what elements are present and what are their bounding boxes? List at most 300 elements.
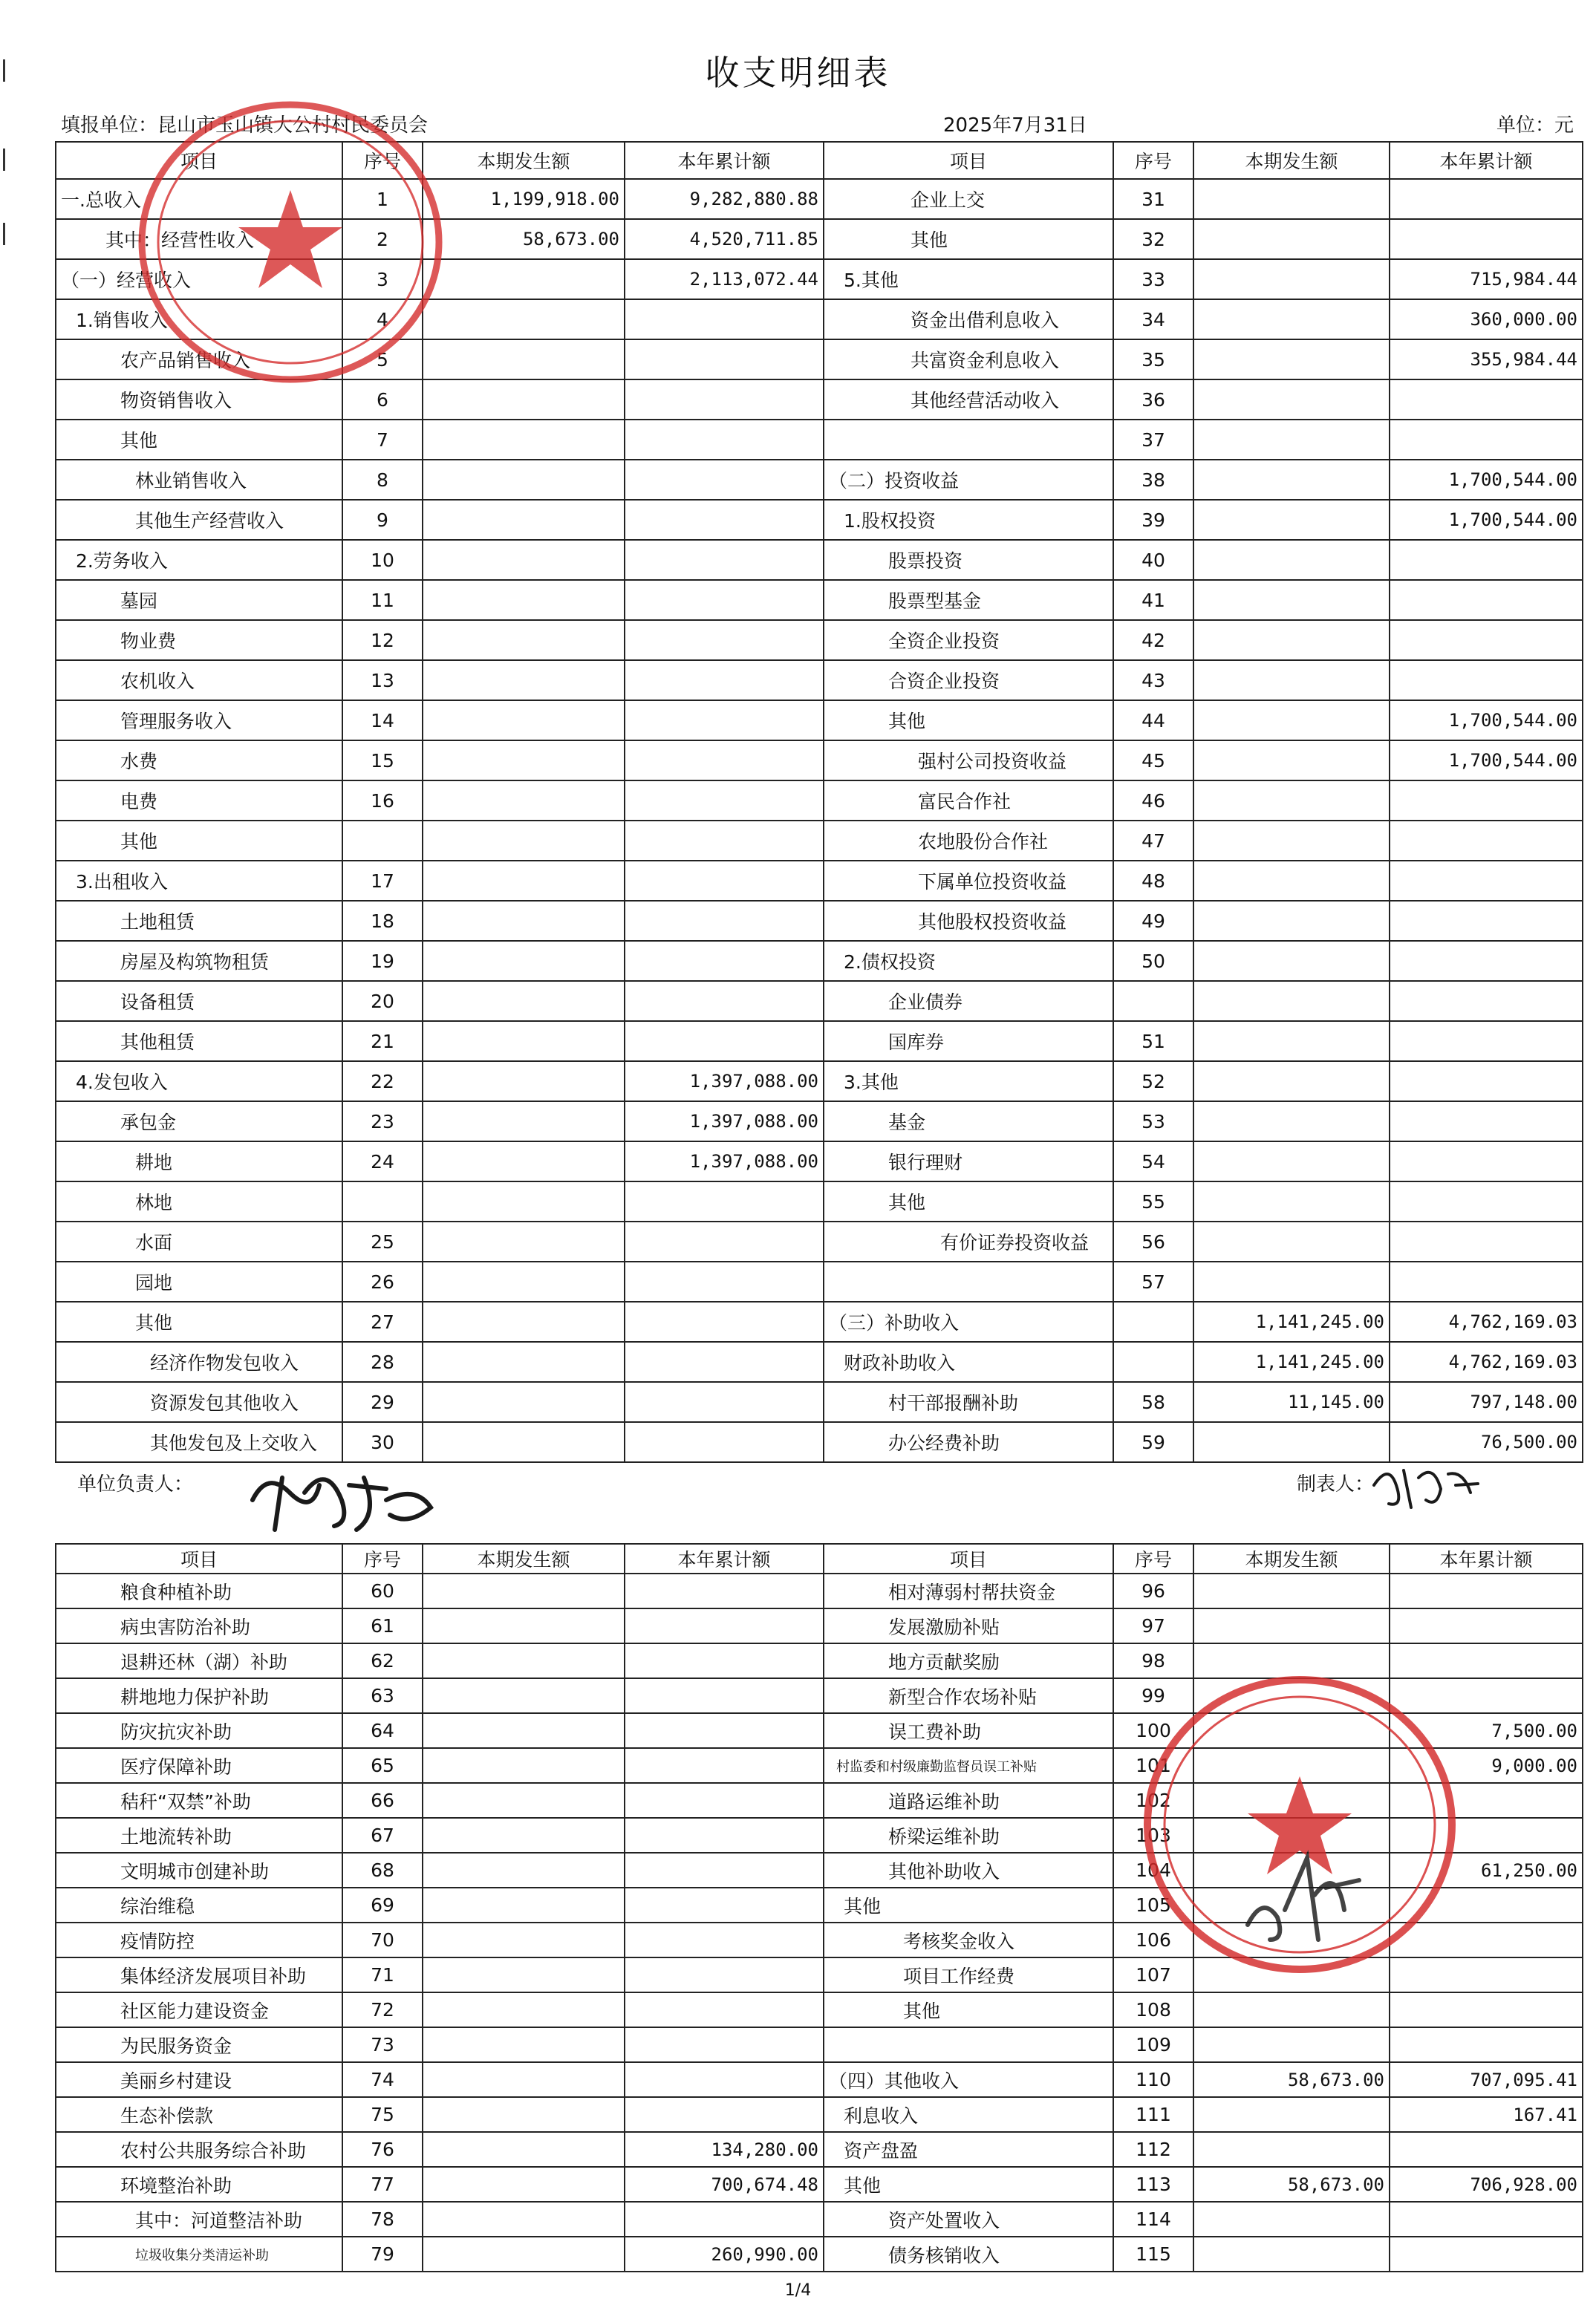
period-amount-right <box>1193 1222 1390 1262</box>
ytd-amount-right: 706,928.00 <box>1390 2167 1583 2202</box>
table-row <box>56 1382 1583 1422</box>
seq-left: 62 <box>342 1643 423 1678</box>
ytd-amount-left <box>625 1992 824 2027</box>
ytd-amount-left <box>625 821 824 861</box>
seq-left: 6 <box>342 379 423 420</box>
seq-right: 107 <box>1113 1957 1193 1992</box>
table-row <box>56 700 1583 740</box>
seq-left: 18 <box>342 901 423 941</box>
reporting-unit: 填报单位：昆山市玉山镇大公村村民委员会 <box>61 114 429 137</box>
table-row <box>56 2167 1583 2202</box>
item-left: 墓园 <box>56 580 342 620</box>
ytd-amount-left <box>625 339 824 379</box>
seq-right: 111 <box>1113 2097 1193 2132</box>
ytd-amount-right: 61,250.00 <box>1390 1853 1583 1888</box>
period-amount-left <box>423 1262 625 1302</box>
item-left: 退耕还林（湖）补助 <box>56 1643 342 1678</box>
item-right: 其他 <box>824 2167 1113 2202</box>
table-row <box>56 620 1583 660</box>
period-amount-left <box>423 861 625 901</box>
ytd-amount-left <box>625 2202 824 2237</box>
period-amount-left <box>423 1888 625 1923</box>
seq-left: 20 <box>342 981 423 1021</box>
col-header: 序号 <box>1113 142 1193 179</box>
item-right: 全资企业投资 <box>824 620 1113 660</box>
seq-right: 101 <box>1113 1748 1193 1783</box>
ytd-amount-left <box>625 1574 824 1608</box>
item-right: 其他 <box>824 1992 1113 2027</box>
ytd-amount-left: 9,282,880.88 <box>625 179 824 219</box>
ytd-amount-right <box>1390 2027 1583 2062</box>
ytd-amount-left: 2,113,072.44 <box>625 259 824 299</box>
period-amount-left <box>423 1818 625 1853</box>
table-row <box>56 981 1583 1021</box>
period-amount-right: 1,141,245.00 <box>1193 1342 1390 1382</box>
seq-left: 60 <box>342 1574 423 1608</box>
item-left: （一）经营收入 <box>56 259 342 299</box>
ytd-amount-right <box>1390 941 1583 981</box>
item-right: 利息收入 <box>824 2097 1113 2132</box>
period-amount-right <box>1193 2027 1390 2062</box>
item-left: 设备租赁 <box>56 981 342 1021</box>
ytd-amount-right: 4,762,169.03 <box>1390 1342 1583 1382</box>
ytd-amount-right: 9,000.00 <box>1390 1748 1583 1783</box>
ytd-amount-left <box>625 1422 824 1462</box>
ytd-amount-left <box>625 379 824 420</box>
period-amount-left <box>423 2062 625 2097</box>
seq-left <box>342 821 423 861</box>
period-amount-left <box>423 700 625 740</box>
leader-signature <box>238 1455 446 1537</box>
item-right: 地方贡献奖励 <box>824 1643 1113 1678</box>
seq-right: 98 <box>1113 1643 1193 1678</box>
table-row <box>56 1021 1583 1061</box>
col-header: 本期发生额 <box>423 142 625 179</box>
seq-right: 52 <box>1113 1061 1193 1101</box>
table-row <box>56 1574 1583 1608</box>
item-left: 医疗保障补助 <box>56 1748 342 1783</box>
seq-right: 102 <box>1113 1783 1193 1818</box>
ytd-amount-left: 700,674.48 <box>625 2167 824 2202</box>
ytd-amount-right: 1,700,544.00 <box>1390 500 1583 540</box>
item-left: 其中：经营性收入 <box>56 219 342 259</box>
table-row <box>56 740 1583 780</box>
period-amount-right <box>1193 1608 1390 1643</box>
item-left: 社区能力建设资金 <box>56 1992 342 2027</box>
ytd-amount-left <box>625 941 824 981</box>
seq-right: 53 <box>1113 1101 1193 1141</box>
item-left: 水费 <box>56 740 342 780</box>
seq-left: 27 <box>342 1302 423 1342</box>
ytd-amount-right <box>1390 780 1583 821</box>
period-amount-right <box>1193 620 1390 660</box>
ytd-amount-left <box>625 2027 824 2062</box>
period-amount-left <box>423 740 625 780</box>
item-left: 环境整治补助 <box>56 2167 342 2202</box>
period-amount-left <box>423 620 625 660</box>
item-left: 秸秆“双禁”补助 <box>56 1783 342 1818</box>
seq-left: 74 <box>342 2062 423 2097</box>
seq-right: 32 <box>1113 219 1193 259</box>
seq-left <box>342 1181 423 1222</box>
ytd-amount-right: 76,500.00 <box>1390 1422 1583 1462</box>
table-row <box>56 1141 1583 1181</box>
period-amount-left <box>423 981 625 1021</box>
col-header: 本期发生额 <box>1193 1544 1390 1574</box>
item-left: 林地 <box>56 1181 342 1222</box>
seq-right: 114 <box>1113 2202 1193 2237</box>
item-left: 疫情防控 <box>56 1923 342 1957</box>
table-row <box>56 2202 1583 2237</box>
seq-left: 8 <box>342 460 423 500</box>
seq-left: 17 <box>342 861 423 901</box>
ytd-amount-left: 1,397,088.00 <box>625 1141 824 1181</box>
item-right: 企业债券 <box>824 981 1113 1021</box>
ytd-amount-right: 1,700,544.00 <box>1390 700 1583 740</box>
table-row <box>56 1101 1583 1141</box>
item-left: 其他 <box>56 420 342 460</box>
item-right: 桥梁运维补助 <box>824 1818 1113 1853</box>
maker-signature <box>1367 1455 1485 1515</box>
item-right: 农地股份合作社 <box>824 821 1113 861</box>
seq-right: 115 <box>1113 2237 1193 2272</box>
col-header: 本期发生额 <box>1193 142 1390 179</box>
period-amount-right: 1,141,245.00 <box>1193 1302 1390 1342</box>
item-left: 其他发包及上交收入 <box>56 1422 342 1462</box>
period-amount-left <box>423 1678 625 1713</box>
period-amount-right <box>1193 219 1390 259</box>
item-left: 生态补偿款 <box>56 2097 342 2132</box>
seq-right: 50 <box>1113 941 1193 981</box>
ytd-amount-left <box>625 1957 824 1992</box>
period-amount-right <box>1193 1574 1390 1608</box>
ytd-amount-right <box>1390 1101 1583 1141</box>
period-amount-left <box>423 1992 625 2027</box>
period-amount-right <box>1193 179 1390 219</box>
col-header: 项目 <box>824 142 1113 179</box>
seq-right: 48 <box>1113 861 1193 901</box>
seq-right: 49 <box>1113 901 1193 941</box>
ytd-amount-right: 7,500.00 <box>1390 1713 1583 1748</box>
period-amount-left <box>423 941 625 981</box>
item-left: 其中：河道整洁补助 <box>56 2202 342 2237</box>
seq-left: 12 <box>342 620 423 660</box>
seq-right: 46 <box>1113 780 1193 821</box>
period-amount-left <box>423 1101 625 1141</box>
period-amount-left <box>423 1643 625 1678</box>
table-row <box>56 1342 1583 1382</box>
period-amount-right: 58,673.00 <box>1193 2167 1390 2202</box>
table-row <box>56 2132 1583 2167</box>
item-left: 资源发包其他收入 <box>56 1382 342 1422</box>
ytd-amount-left <box>625 1888 824 1923</box>
table-row <box>56 1992 1583 2027</box>
period-amount-right <box>1193 259 1390 299</box>
seq-right: 56 <box>1113 1222 1193 1262</box>
ytd-amount-left <box>625 1608 824 1643</box>
seq-left: 77 <box>342 2167 423 2202</box>
seq-right: 54 <box>1113 1141 1193 1181</box>
ytd-amount-left <box>625 299 824 339</box>
ytd-amount-left <box>625 1643 824 1678</box>
item-left: 电费 <box>56 780 342 821</box>
period-amount-left <box>423 1141 625 1181</box>
item-left: 病虫害防治补助 <box>56 1608 342 1643</box>
period-amount-right <box>1193 379 1390 420</box>
period-amount-left <box>423 1342 625 1382</box>
seq-right: 33 <box>1113 259 1193 299</box>
seq-left: 67 <box>342 1818 423 1853</box>
period-amount-left <box>423 821 625 861</box>
seq-left: 73 <box>342 2027 423 2062</box>
period-amount-right: 58,673.00 <box>1193 2062 1390 2097</box>
ytd-amount-left: 134,280.00 <box>625 2132 824 2167</box>
seq-right: 113 <box>1113 2167 1193 2202</box>
period-amount-left <box>423 580 625 620</box>
period-amount-right <box>1193 941 1390 981</box>
period-amount-left <box>423 1422 625 1462</box>
seq-left: 72 <box>342 1992 423 2027</box>
item-left: 粮食种植补助 <box>56 1574 342 1608</box>
item-right: 村干部报酬补助 <box>824 1382 1113 1422</box>
table-row <box>56 821 1583 861</box>
seq-right: 36 <box>1113 379 1193 420</box>
period-amount-left <box>423 1382 625 1422</box>
ytd-amount-left <box>625 2062 824 2097</box>
seq-right: 59 <box>1113 1422 1193 1462</box>
seq-left: 70 <box>342 1923 423 1957</box>
table-row <box>56 1222 1583 1262</box>
item-left: 农村公共服务综合补助 <box>56 2132 342 2167</box>
item-right <box>824 2027 1113 2062</box>
period-amount-left <box>423 1923 625 1957</box>
item-right: 其他股权投资收益 <box>824 901 1113 941</box>
ytd-amount-right: 4,762,169.03 <box>1390 1302 1583 1342</box>
period-amount-left <box>423 780 625 821</box>
col-header: 本年累计额 <box>625 142 824 179</box>
report-date: 2025年7月31日 <box>943 114 1087 137</box>
item-right: 国库券 <box>824 1021 1113 1061</box>
seq-left: 19 <box>342 941 423 981</box>
seq-left: 29 <box>342 1382 423 1422</box>
ytd-amount-right: 707,095.41 <box>1390 2062 1583 2097</box>
item-right: 有价证券投资收益 <box>824 1222 1113 1262</box>
item-left: 房屋及构筑物租赁 <box>56 941 342 981</box>
ytd-amount-right: 355,984.44 <box>1390 339 1583 379</box>
seq-right: 104 <box>1113 1853 1193 1888</box>
col-header: 项目 <box>824 1544 1113 1574</box>
item-right: 股票型基金 <box>824 580 1113 620</box>
ytd-amount-left <box>625 620 824 660</box>
ytd-amount-right <box>1390 660 1583 700</box>
table-row <box>56 580 1583 620</box>
item-right: 企业上交 <box>824 179 1113 219</box>
col-header: 本年累计额 <box>625 1544 824 1574</box>
period-amount-right <box>1193 1262 1390 1302</box>
table-row <box>56 420 1583 460</box>
item-left: 承包金 <box>56 1101 342 1141</box>
maker-label: 制表人： <box>1297 1473 1375 1496</box>
ytd-amount-left <box>625 1382 824 1422</box>
col-header: 序号 <box>342 1544 423 1574</box>
seq-right: 51 <box>1113 1021 1193 1061</box>
period-amount-left <box>423 1713 625 1748</box>
period-amount-right <box>1193 2237 1390 2272</box>
ytd-amount-right: 1,700,544.00 <box>1390 460 1583 500</box>
seq-right: 41 <box>1113 580 1193 620</box>
ytd-amount-right <box>1390 219 1583 259</box>
item-right: 共富资金利息收入 <box>824 339 1113 379</box>
period-amount-left <box>423 660 625 700</box>
ytd-amount-left <box>625 1713 824 1748</box>
seq-left: 2 <box>342 219 423 259</box>
table-row <box>56 941 1583 981</box>
ytd-amount-left <box>625 901 824 941</box>
seq-right: 45 <box>1113 740 1193 780</box>
col-header: 序号 <box>342 142 423 179</box>
table-row <box>56 1302 1583 1342</box>
period-amount-right <box>1193 1181 1390 1222</box>
seq-right <box>1113 1342 1193 1382</box>
seq-left: 75 <box>342 2097 423 2132</box>
seq-right: 109 <box>1113 2027 1193 2062</box>
item-right: （二）投资收益 <box>824 460 1113 500</box>
item-right: 富民合作社 <box>824 780 1113 821</box>
seq-left: 76 <box>342 2132 423 2167</box>
item-left: 1.销售收入 <box>56 299 342 339</box>
ytd-amount-right <box>1390 1574 1583 1608</box>
item-right: 5.其他 <box>824 259 1113 299</box>
ytd-amount-left <box>625 1678 824 1713</box>
period-amount-right <box>1193 420 1390 460</box>
table-row <box>56 2062 1583 2097</box>
item-right: 资产处置收入 <box>824 2202 1113 2237</box>
period-amount-left <box>423 339 625 379</box>
item-left: 综治维稳 <box>56 1888 342 1923</box>
item-right: 其他 <box>824 1888 1113 1923</box>
seq-left: 16 <box>342 780 423 821</box>
period-amount-left <box>423 460 625 500</box>
seq-left: 26 <box>342 1262 423 1302</box>
col-header: 本期发生额 <box>423 1544 625 1574</box>
scan-edge-mark <box>3 149 5 171</box>
period-amount-right <box>1193 981 1390 1021</box>
ytd-amount-right <box>1390 1061 1583 1101</box>
item-right: 基金 <box>824 1101 1113 1141</box>
period-amount-right <box>1193 1101 1390 1141</box>
seq-left: 13 <box>342 660 423 700</box>
ytd-amount-left <box>625 1262 824 1302</box>
item-left: 3.出租收入 <box>56 861 342 901</box>
period-amount-left <box>423 901 625 941</box>
seq-left: 63 <box>342 1678 423 1713</box>
seq-right: 96 <box>1113 1574 1193 1608</box>
ytd-amount-right <box>1390 1141 1583 1181</box>
seq-left: 10 <box>342 540 423 580</box>
col-header: 本年累计额 <box>1390 142 1583 179</box>
seq-left: 79 <box>342 2237 423 2272</box>
period-amount-right <box>1193 2132 1390 2167</box>
seq-right: 34 <box>1113 299 1193 339</box>
seq-right: 110 <box>1113 2062 1193 2097</box>
item-right: 其他 <box>824 700 1113 740</box>
item-left: 其他生产经营收入 <box>56 500 342 540</box>
period-amount-right <box>1193 660 1390 700</box>
seq-right: 37 <box>1113 420 1193 460</box>
item-left: 其他 <box>56 1302 342 1342</box>
ytd-amount-left <box>625 780 824 821</box>
official-seal-top <box>131 94 450 391</box>
seq-left: 4 <box>342 299 423 339</box>
item-left: 4.发包收入 <box>56 1061 342 1101</box>
page-title: 收支明细表 <box>705 53 891 93</box>
item-left: 农机收入 <box>56 660 342 700</box>
period-amount-right <box>1193 540 1390 580</box>
seq-left: 14 <box>342 700 423 740</box>
item-left: 其他 <box>56 821 342 861</box>
ytd-amount-left: 1,397,088.00 <box>625 1101 824 1141</box>
period-amount-left <box>423 420 625 460</box>
period-amount-left <box>423 2202 625 2237</box>
table-row <box>56 1061 1583 1101</box>
item-left: 其他租赁 <box>56 1021 342 1061</box>
ytd-amount-left <box>625 1853 824 1888</box>
item-right: 发展激励补贴 <box>824 1608 1113 1643</box>
item-right: 股票投资 <box>824 540 1113 580</box>
seq-right: 112 <box>1113 2132 1193 2167</box>
seq-right <box>1113 981 1193 1021</box>
item-right: 银行理财 <box>824 1141 1113 1181</box>
period-amount-left <box>423 1302 625 1342</box>
period-amount-right <box>1193 780 1390 821</box>
period-amount-right <box>1193 1061 1390 1101</box>
ytd-amount-left <box>625 861 824 901</box>
ytd-amount-right <box>1390 620 1583 660</box>
seq-left: 9 <box>342 500 423 540</box>
seq-left: 69 <box>342 1888 423 1923</box>
ytd-amount-left <box>625 1181 824 1222</box>
ytd-amount-left <box>625 700 824 740</box>
item-right: （四）其他收入 <box>824 2062 1113 2097</box>
period-amount-left <box>423 2027 625 2062</box>
seq-left: 22 <box>342 1061 423 1101</box>
item-left: 耕地地力保护补助 <box>56 1678 342 1713</box>
seq-right: 31 <box>1113 179 1193 219</box>
period-amount-left <box>423 1061 625 1101</box>
seq-left: 28 <box>342 1342 423 1382</box>
ytd-amount-right <box>1390 1222 1583 1262</box>
item-right: 强村公司投资收益 <box>824 740 1113 780</box>
ytd-amount-left <box>625 2097 824 2132</box>
item-right: 办公经费补助 <box>824 1422 1113 1462</box>
item-left: 土地租赁 <box>56 901 342 941</box>
ytd-amount-left <box>625 1342 824 1382</box>
period-amount-left <box>423 1783 625 1818</box>
table-header-row <box>56 1544 1583 1574</box>
seq-left: 61 <box>342 1608 423 1643</box>
period-amount-left <box>423 2097 625 2132</box>
item-left: 耕地 <box>56 1141 342 1181</box>
ytd-amount-left <box>625 540 824 580</box>
seq-right: 42 <box>1113 620 1193 660</box>
ytd-amount-left <box>625 740 824 780</box>
table-row <box>56 1262 1583 1302</box>
period-amount-right <box>1193 580 1390 620</box>
table-row <box>56 2237 1583 2272</box>
item-left: 为民服务资金 <box>56 2027 342 2062</box>
item-right: 债务核销收入 <box>824 2237 1113 2272</box>
ytd-amount-left: 260,990.00 <box>625 2237 824 2272</box>
